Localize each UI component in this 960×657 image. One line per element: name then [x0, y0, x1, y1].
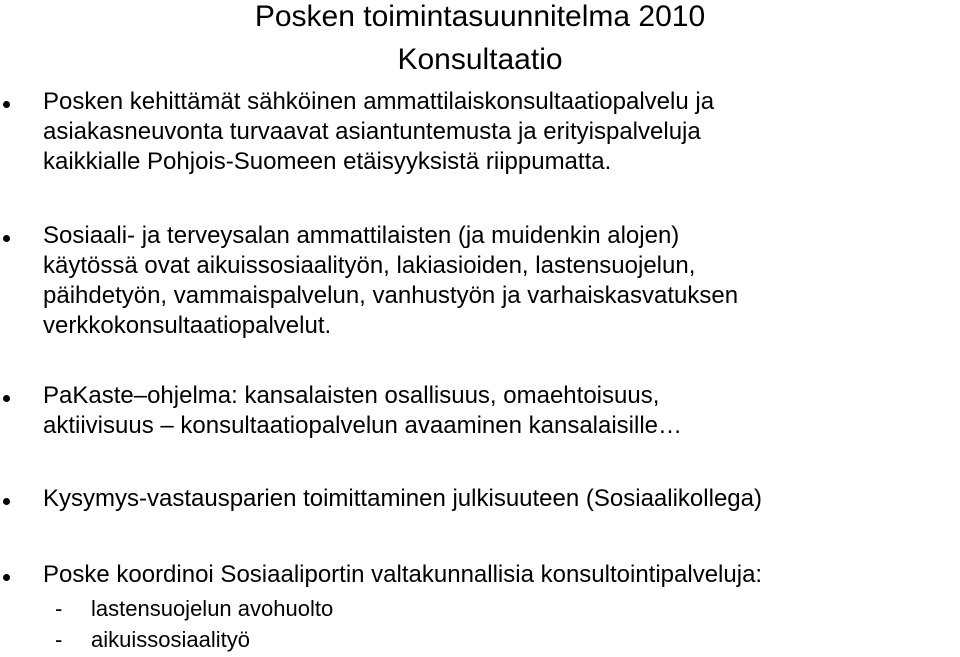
- bullet-line: Kysymys-vastausparien toimittaminen julkisuuteen (Sosiaalikollega): [43, 485, 762, 512]
- dash-marker: -: [55, 596, 63, 621]
- bullet-dot-icon: [3, 498, 10, 505]
- bullet-line: Posken kehittämät sähköinen ammattilaiskonsultaatiopalvelu ja: [43, 88, 715, 115]
- bullet-text: [43, 381, 960, 441]
- slide-title: Posken toimintasuunnitelma 2010: [254, 0, 706, 33]
- sub-item-text: aikuissosiaalityö: [91, 627, 250, 652]
- sub-item-1: [55, 596, 333, 622]
- bullet-line: verkkokonsultaatiopalvelut.: [43, 312, 332, 339]
- bullet-text: [43, 221, 960, 341]
- bullet-text: [43, 484, 960, 514]
- bullet-line: päihdetyön, vammaispalvelun, vanhustyön ja varhaiskasvatuksen: [43, 282, 739, 309]
- bullet-dot-icon: [3, 574, 10, 581]
- bullet-dot-icon: [3, 235, 10, 242]
- dash-marker: -: [55, 627, 63, 652]
- bullet-text: [43, 560, 960, 590]
- bullet-line: käytössä ovat aikuissosiaalityön, lakiasioiden, lastensuojelun,: [43, 252, 696, 279]
- bullet-line: Sosiaali- ja terveysalan ammattilaisten (ja muidenkin alojen): [43, 222, 680, 249]
- slide-subtitle: Konsultaatio: [397, 43, 563, 76]
- bullet-line: Poske koordinoi Sosiaaliportin valtakunnallisia konsultointipalveluja:: [43, 561, 763, 588]
- bullet-line: PaKaste–ohjelma: kansalaisten osallisuus, omaehtoisuus,: [43, 382, 660, 409]
- bullet-line: aktiivisuus – konsultaatiopalvelun avaaminen kansalaisille…: [43, 412, 683, 439]
- sub-item-text: lastensuojelun avohuolto: [91, 596, 334, 621]
- bullet-dot-icon: [3, 101, 10, 108]
- bullet-line: asiakasneuvonta turvaavat asiantuntemusta ja erityispalveluja: [43, 118, 701, 145]
- bullet-dot-icon: [3, 395, 10, 402]
- bullet-text: [43, 87, 960, 177]
- bullet-line: kaikkialle Pohjois-Suomeen etäisyyksistä riippumatta.: [43, 148, 612, 175]
- sub-item-2: [55, 627, 250, 653]
